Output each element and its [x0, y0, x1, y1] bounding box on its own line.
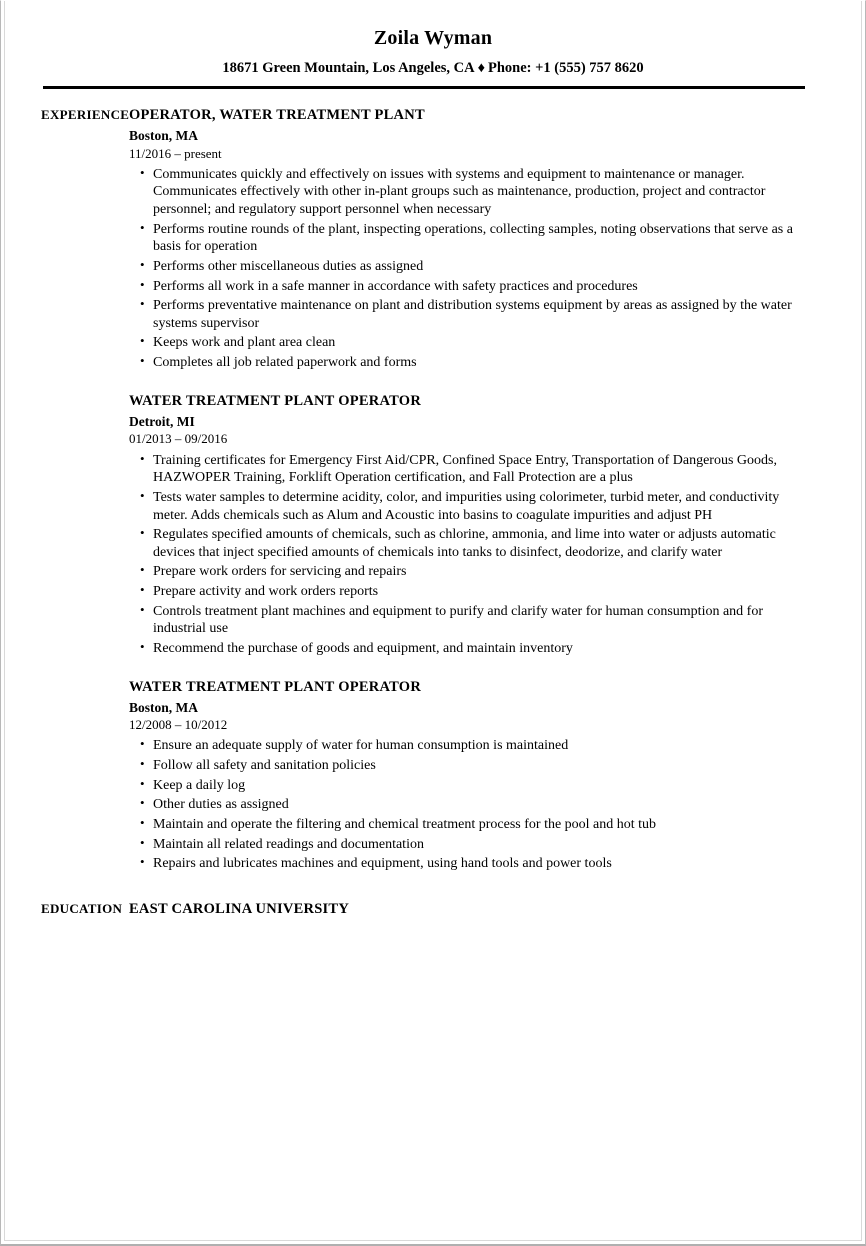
- job-bullet: • Performs preventative maintenance on plant and distribution systems equipment by areas as assigned by the water systems supervisor: [129, 297, 815, 332]
- resume-body: [5, 89, 861, 918]
- contact-phone: Phone: +1 (555) 757 8620: [488, 60, 644, 76]
- experience-entry: [129, 392, 815, 658]
- job-bullet: • Prepare work orders for servicing and repairs: [129, 563, 815, 581]
- job-title: WATER TREATMENT PLANT OPERATOR: [129, 392, 422, 409]
- diamond-separator-icon: ♦: [477, 60, 486, 76]
- job-bullet: • Keeps work and plant area clean: [129, 334, 815, 352]
- job-bullet-list: [129, 737, 815, 872]
- job-bullet: • Tests water samples to determine acidity, color, and impurities using colorimeter, turbid meter, and conductivity meter. Adds chemicals such as Alum and Acoustic into basins to coagulate impurities and adjust PH: [129, 489, 815, 524]
- section-label-education: EDUCATION: [41, 900, 123, 916]
- education-entries: [129, 900, 861, 918]
- job-bullet: • Follow all safety and sanitation policies: [129, 757, 815, 775]
- job-bullet: • Controls treatment plant machines and equipment to purify and clarify water for human consumption and for industrial use: [129, 603, 815, 638]
- job-bullet: • Other duties as assigned: [129, 796, 815, 814]
- job-bullet: • Ensure an adequate supply of water for human consumption is maintained: [129, 737, 815, 755]
- job-bullet: • Regulates specified amounts of chemicals, such as chlorine, ammonia, and lime into water or adjusts automatic devices that inject specified amounts of chemicals into tanks to disinfect, deodorize, and clarify water: [129, 526, 815, 561]
- contact-address: 18671 Green Mountain, Los Angeles, CA: [222, 60, 475, 76]
- job-bullet: • Training certificates for Emergency First Aid/CPR, Confined Space Entry, Transportation of Dangerous Goods, HAZWOPER Training, Forklift Operation certification, and Fall Protection are a plus: [129, 452, 815, 487]
- job-bullet-list: [129, 452, 815, 658]
- resume-page-inner: [4, 1, 862, 1241]
- job-bullet: • Keep a daily log: [129, 777, 815, 795]
- job-title: OPERATOR, WATER TREATMENT PLANT: [129, 106, 425, 123]
- job-bullet: • Repairs and lubricates machines and equipment, using hand tools and power tools: [129, 855, 815, 873]
- job-bullet: • Performs routine rounds of the plant, inspecting operations, collecting samples, noting observations that serve as a basis for operation: [129, 221, 815, 256]
- job-title: WATER TREATMENT PLANT OPERATOR: [129, 678, 422, 695]
- job-location: Detroit, MI: [129, 413, 195, 429]
- experience-entry: [129, 678, 815, 873]
- job-bullet: • Maintain and operate the filtering and chemical treatment process for the pool and hot tub: [129, 816, 815, 834]
- experience-entry: [129, 106, 815, 372]
- job-bullet: • Maintain all related readings and documentation: [129, 836, 815, 854]
- section-label-experience: EXPERIENCE: [41, 106, 130, 122]
- resume-content: [5, 1, 861, 1240]
- job-bullet: • Communicates quickly and effectively on issues with systems and equipment to maintenance or manager. Communicates effectively with other in-plant groups such as maintenance, production, project and contractor personnel; and regulatory support personnel when necessary: [129, 166, 815, 219]
- school-name: EAST CAROLINA UNIVERSITY: [129, 900, 350, 917]
- resume-header: [5, 1, 861, 89]
- education-entry: [129, 900, 815, 918]
- section-education: [5, 900, 861, 918]
- job-dates: 12/2008 – 10/2012: [129, 717, 228, 733]
- candidate-name: Zoila Wyman: [373, 27, 493, 49]
- job-bullet: • Performs other miscellaneous duties as assigned: [129, 258, 815, 276]
- section-experience: [5, 106, 861, 873]
- job-bullet: • Prepare activity and work orders reports: [129, 583, 815, 601]
- experience-entries: [129, 106, 861, 873]
- job-bullet: • Recommend the purchase of goods and equipment, and maintain inventory: [129, 640, 815, 658]
- job-bullet-list: [129, 166, 815, 372]
- job-location: Boston, MA: [129, 699, 199, 715]
- contact-line: [5, 49, 861, 77]
- job-dates: 01/2013 – 09/2016: [129, 431, 228, 447]
- job-bullet: • Completes all job related paperwork and forms: [129, 354, 815, 372]
- job-location: Boston, MA: [129, 128, 199, 144]
- job-bullet: • Performs all work in a safe manner in accordance with safety practices and procedures: [129, 278, 815, 296]
- job-dates: 11/2016 – present: [129, 145, 222, 161]
